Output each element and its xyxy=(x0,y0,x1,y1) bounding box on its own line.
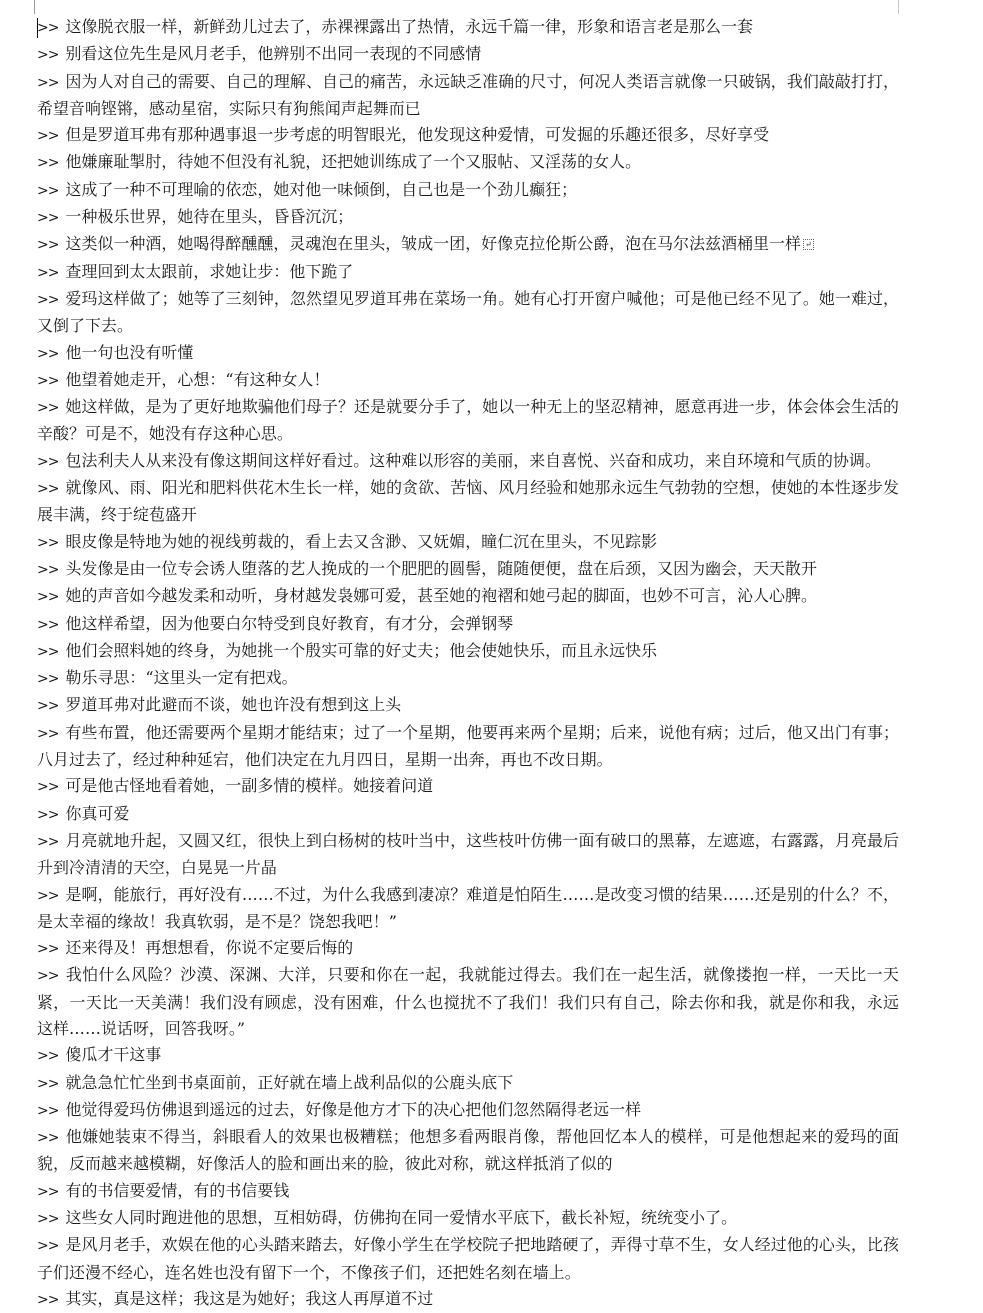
paragraph-text: 傻瓜才干这事 xyxy=(65,1045,162,1065)
quote-marker: >> xyxy=(37,20,59,36)
paragraph[interactable] xyxy=(37,665,899,692)
paragraph-text: 这些女人同时跑进他的思想，互相妨碍，仿佛拘在同一爱情水平底下，截长补短，统统变小了。 xyxy=(65,1208,738,1228)
paragraph[interactable] xyxy=(37,231,899,258)
formatting-mark-icon: ↵ xyxy=(805,240,812,250)
paragraph[interactable] xyxy=(37,204,899,231)
quote-marker: >> xyxy=(37,534,59,551)
paragraph-text: 就像风、雨、阳光和肥料供花木生长一样，她的贪欲、苦恼、风月经验和她那永远生气勃勃的空想，使她的本性逐步发展丰满，终于绽苞盛开 xyxy=(37,478,899,525)
quote-marker: >> xyxy=(37,643,59,660)
quote-marker: >> xyxy=(37,128,59,145)
paragraph-text: 但是罗道耳弗有那种遇事退一步考虑的明智眼光，他发现这种爱情，可发掘的乐趣还很多，尽好享受 xyxy=(65,125,770,145)
quote-marker: >> xyxy=(37,968,59,985)
quote-marker: >> xyxy=(37,1130,59,1147)
paragraph-text: 他嫌她装束不得当，斜眼看人的效果也极糟糕；他想多看两眼肖像，帮他回忆本人的模样，可是他想起来的爱玛的面貌，反而越来越模糊，好像活人的脸和画出来的脸，彼此对称，就这样抵消了似的 xyxy=(37,1127,899,1174)
document-body[interactable] xyxy=(37,14,899,1313)
paragraph-text: 他一句也没有听懂 xyxy=(65,342,194,362)
paragraph-text: 勒乐寻思：“这里头一定有把戏。 xyxy=(65,668,298,688)
paragraph[interactable] xyxy=(37,394,899,448)
paragraph-text: 月亮就地升起，又圆又红，很快上到白杨树的枝叶当中，这些枝叶仿佛一面有破口的黑幕，左遮遮，右露露，月亮最后升到冷清清的天空，白晃晃一片晶 xyxy=(37,830,899,878)
paragraph[interactable] xyxy=(37,1124,899,1178)
paragraph[interactable] xyxy=(37,286,899,340)
paragraph-text: 她这样做，是为了更好地欺骗他们母子？还是就要分手了，她以一种无上的坚忍精神，愿意再进一步，体会体会生活的辛酸？可是不，她没有存这种心思。 xyxy=(37,397,899,444)
paragraph[interactable] xyxy=(37,41,899,68)
paragraph-text: 这像脱衣服一样，新鲜劲儿过去了，赤裸裸露出了热情，永远千篇一律，形象和语言老是那么一套 xyxy=(65,17,754,36)
paragraph[interactable] xyxy=(37,177,899,204)
paragraph[interactable] xyxy=(37,962,899,1042)
paragraph[interactable] xyxy=(37,801,899,828)
paragraph[interactable] xyxy=(37,828,899,882)
quote-marker: >> xyxy=(37,1048,59,1065)
paragraph[interactable] xyxy=(37,638,899,665)
paragraph[interactable] xyxy=(37,1232,899,1286)
paragraph-text: 其实，真是这样；我这是为她好；我这人再厚道不过 xyxy=(65,1288,434,1308)
quote-marker: >> xyxy=(37,941,59,958)
quote-marker: >> xyxy=(37,210,59,227)
paragraph-text: 这成了一种不可理喻的依恋，她对他一味倾倒，自己也是一个劲儿癫狂； xyxy=(65,179,578,199)
paragraph-text: 别看这位先生是风月老手，他辨别不出同一表现的不同感情 xyxy=(65,44,482,64)
quote-marker: >> xyxy=(37,806,59,823)
quote-marker: >> xyxy=(37,698,59,715)
quote-marker: >> xyxy=(37,1102,59,1119)
paragraph-text: 就急急忙忙坐到书桌面前，正好就在墙上战利品似的公鹿头底下 xyxy=(65,1072,514,1092)
quote-marker: >> xyxy=(37,264,59,281)
quote-marker: >> xyxy=(37,481,59,498)
quote-marker: >> xyxy=(37,372,59,389)
quote-marker: >> xyxy=(37,47,59,64)
paragraph-text: 他这样希望，因为他要白尔特受到良好教育，有才分，会弹钢琴 xyxy=(65,613,514,633)
paragraph-text: 他望着她走开，心想：“有这种女人！ xyxy=(65,369,330,389)
paragraph-text: 爱玛这样做了；她等了三刻钟，忽然望见罗道耳弗在菜场一角。她有心打开窗户喊他；可是他已经不见了。她一难过，又倒了下去。 xyxy=(37,288,899,336)
paragraph-text: 可是他古怪地看着她，一副多情的模样。她接着问道 xyxy=(65,776,434,796)
paragraph[interactable] xyxy=(37,14,899,41)
quote-marker: >> xyxy=(37,725,59,742)
paragraph-text: 是风月老手，欢娱在他的心头踏来踏去，好像小学生在学校院子把地踏硬了，弄得寸草不生，女人经过他的心头，比孩子们还漫不经心，连名姓也没有留下一个，不像孩子们，还把姓名刻在墙上。 xyxy=(37,1235,899,1282)
quote-marker: >> xyxy=(37,1211,59,1228)
paragraph-text: 有些布置，他还需要两个星期才能结束；过了一个星期，他要再来两个星期；后来，说他有病；过后，他又出门有事；八月过去了，经过种种延宕，他们决定在九月四日，星期一出奔，再也不改日期。 xyxy=(37,722,899,770)
paragraph[interactable] xyxy=(37,1042,899,1069)
paragraph-text: 一种极乐世界，她待在里头，昏昏沉沉； xyxy=(65,207,354,227)
quote-marker: >> xyxy=(37,1183,59,1200)
quote-marker: >> xyxy=(37,237,59,254)
paragraph[interactable] xyxy=(37,475,899,529)
quote-marker: >> xyxy=(37,1238,59,1255)
paragraph[interactable] xyxy=(37,1178,899,1205)
paragraph[interactable] xyxy=(37,720,899,774)
paragraph-text: 有的书信要爱情，有的书信要钱 xyxy=(65,1180,290,1200)
paragraph[interactable] xyxy=(37,259,899,286)
paragraph[interactable] xyxy=(37,1097,899,1124)
paragraph-text: 她的声音如今越发柔和动听，身材越发袅娜可爱，甚至她的袍褶和她弓起的脚面，也妙不可言，沁人心脾。 xyxy=(65,586,818,606)
paragraph-text: 查理回到太太跟前，求她让步：他下跪了 xyxy=(65,261,354,281)
paragraph-text: 他们会照料她的终身，为她挑一个殷实可靠的好丈夫；他会使她快乐，而且永远快乐 xyxy=(65,640,658,660)
paragraph-text: 包法利夫人从来没有像这期间这样好看过。这种难以形容的美丽，来自喜悦、兴奋和成功，来自环境和气质的协调。 xyxy=(65,450,881,470)
paragraph-text: 头发像是由一位专会诱人堕落的艺人挽成的一个肥肥的圆髻，随随便便，盘在后颈，又因为幽会，天天散开 xyxy=(65,558,818,578)
quote-marker: >> xyxy=(37,671,59,688)
paragraph[interactable] xyxy=(37,1070,899,1097)
paragraph[interactable] xyxy=(37,69,899,123)
quote-marker: >> xyxy=(37,74,59,91)
paragraph[interactable] xyxy=(37,611,899,638)
quote-marker: >> xyxy=(37,400,59,417)
crop-mark-right xyxy=(898,0,899,14)
paragraph[interactable] xyxy=(37,583,899,610)
paragraph-text: 他嫌廉耻掣肘，待她不但没有礼貌，还把她训练成了一个又服帖、又淫荡的女人。 xyxy=(65,152,642,172)
paragraph-text: 因为人对自己的需要、自己的理解、自己的痛苦，永远缺乏准确的尺寸，何况人类语言就像一只破锅，我们敲敲打打，希望音响铿锵，感动星宿，实际只有狗熊闻声起舞而已 xyxy=(37,71,899,118)
paragraph-text: 你真可爱 xyxy=(65,803,130,823)
paragraph-text: 这类似一种酒，她喝得醉醺醺，灵魂泡在里头，皱成一团，好像克拉伦斯公爵，泡在马尔法兹酒桶里一样 xyxy=(65,234,802,254)
paragraph-text: 我怕什么风险？沙漠、深渊、大洋，只要和你在一起，我就能过得去。我们在一起生活，就像搂抱一样，一天比一天紧，一天比一天美满！我们没有顾虑，没有困难，什么也搅扰不了我们！我们只有自己，除去你和我，就是你和我，永远这样……说话呀，回答我呀。” xyxy=(37,965,899,1038)
quote-marker: >> xyxy=(37,1291,59,1308)
paragraph-text: 眼皮像是特地为她的视线剪裁的，看上去又含渺、又妩媚，瞳仁沉在里头，不见踪影 xyxy=(65,531,658,551)
paragraph[interactable] xyxy=(37,882,899,936)
quote-marker: >> xyxy=(37,453,59,470)
quote-marker: >> xyxy=(37,1075,59,1092)
paragraph[interactable] xyxy=(37,149,899,176)
paragraph[interactable] xyxy=(37,529,899,556)
paragraph-text: 罗道耳弗对此避而不谈，她也许没有想到这上头 xyxy=(65,695,402,715)
quote-marker: >> xyxy=(37,155,59,172)
paragraph[interactable] xyxy=(37,773,899,800)
paragraph[interactable] xyxy=(37,340,899,367)
crop-mark-left xyxy=(34,0,35,14)
paragraph[interactable] xyxy=(37,556,899,583)
quote-marker: >> xyxy=(37,291,59,308)
quote-marker: >> xyxy=(37,561,59,578)
quote-marker: >> xyxy=(37,779,59,796)
paragraph[interactable] xyxy=(37,1286,899,1313)
quote-marker: >> xyxy=(37,616,59,633)
quote-marker: >> xyxy=(37,589,59,606)
quote-marker: >> xyxy=(37,887,59,904)
paragraph-text: 是啊，能旅行，再好没有……不过，为什么我感到凄凉？难道是怕陌生……是改变习惯的结果……还是别的什么？不，是太幸福的缘故！我真软弱，是不是？饶恕我吧！” xyxy=(37,884,899,931)
paragraph[interactable] xyxy=(37,367,899,394)
quote-marker: >> xyxy=(37,345,59,362)
paragraph-text: 他觉得爱玛仿佛退到遥远的过去，好像是他方才下的决心把他们忽然隔得老远一样 xyxy=(65,1099,642,1119)
paragraph[interactable] xyxy=(37,692,899,719)
paragraph[interactable] xyxy=(37,935,899,962)
paragraph-text: 还来得及！再想想看，你说不定要后悔的 xyxy=(65,938,354,958)
paragraph[interactable] xyxy=(37,448,899,475)
quote-marker: >> xyxy=(37,833,59,850)
paragraph[interactable] xyxy=(37,1205,899,1232)
paragraph[interactable] xyxy=(37,122,899,149)
quote-marker: >> xyxy=(37,182,59,199)
